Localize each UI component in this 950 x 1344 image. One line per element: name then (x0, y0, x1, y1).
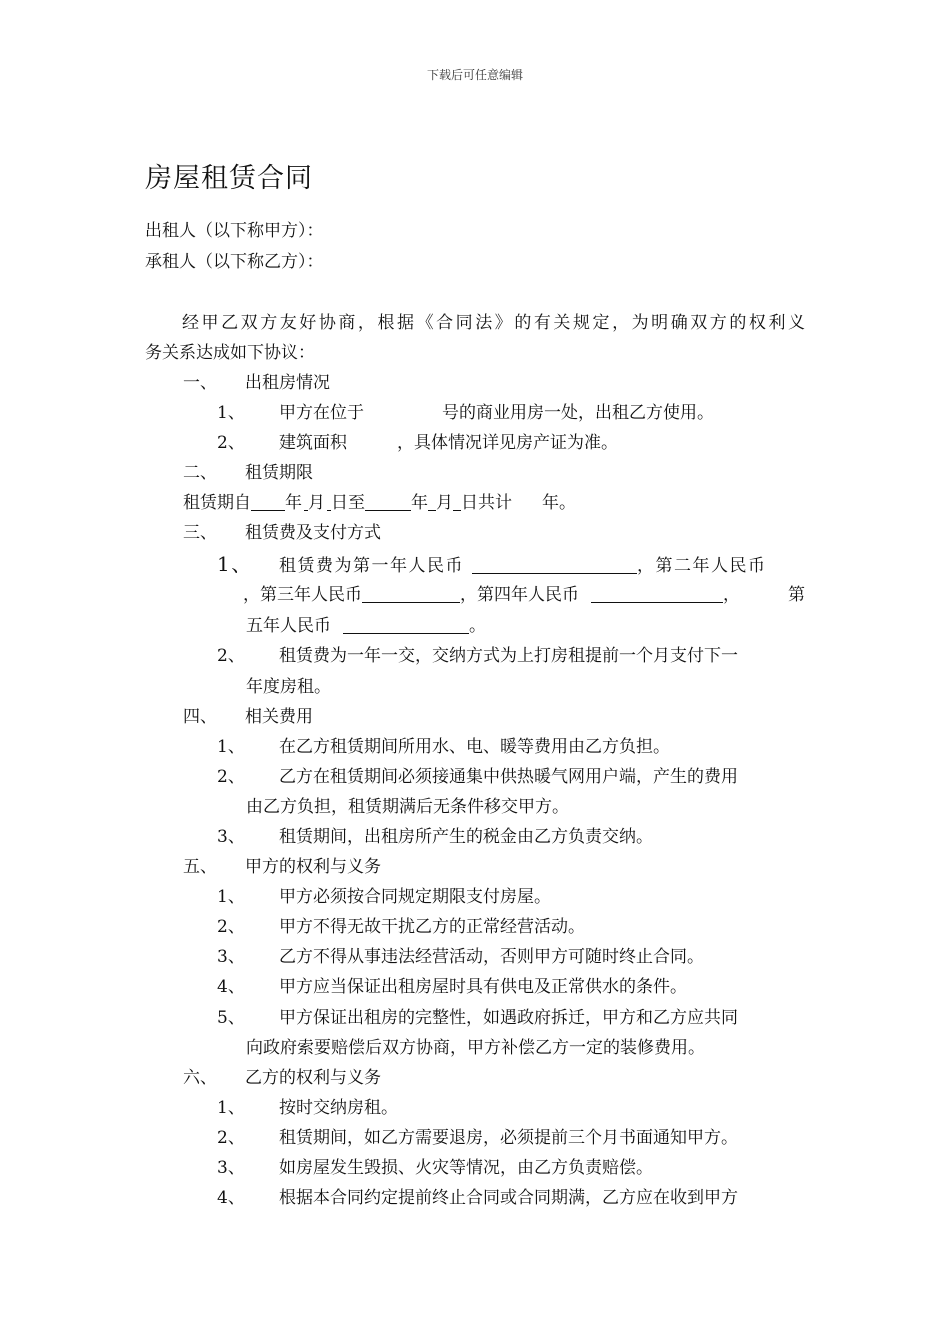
text: 日共计 (461, 493, 512, 513)
section-title: 出租房情况 (245, 373, 330, 393)
text: 年。 (542, 493, 576, 513)
section-1-heading (183, 373, 330, 393)
clause-number: 2、 (217, 646, 245, 666)
blank-line (365, 494, 411, 511)
section-4-heading (183, 707, 313, 727)
section-title: 甲方的权利与义务 (245, 857, 381, 877)
clause-6-3 (217, 1158, 653, 1178)
clause-6-1 (217, 1098, 398, 1118)
clause-number: 2、 (217, 767, 245, 787)
clause-text: 如房屋发生毁损、火灾等情况，由乙方负责赔偿。 (279, 1158, 653, 1178)
clause-text: 第 (788, 585, 805, 605)
clause-number: 1、 (217, 552, 253, 576)
section-5-heading (183, 857, 381, 877)
clause-text: 甲方应当保证出租房屋时具有供电及正常供水的条件。 (279, 977, 687, 997)
page-header: 下载后可任意编辑 (426, 68, 523, 82)
clause-number: 2、 (217, 917, 245, 937)
clause-6-2 (217, 1128, 738, 1148)
section-number: 一、 (183, 373, 217, 393)
blank-line (362, 586, 460, 603)
blank-line (472, 557, 637, 574)
blank-line (343, 617, 469, 634)
text: 年 (285, 493, 302, 513)
clause-4-2-line-1 (217, 767, 738, 787)
clause-4-3 (217, 827, 653, 847)
lease-term-line (183, 493, 576, 513)
clause-number: 1、 (217, 887, 245, 907)
clause-text: 租赁费为第一年人民币 (279, 556, 464, 576)
intro-line-2: 务关系达成如下协议： (145, 343, 315, 363)
section-title: 乙方的权利与义务 (245, 1068, 381, 1088)
section-3-heading (183, 523, 381, 543)
clause-text: 在乙方租赁期间所用水、电、暖等费用由乙方负担。 (279, 737, 670, 757)
clause-5-4 (217, 977, 687, 997)
clause-6-4 (217, 1188, 738, 1208)
text: 年 (411, 493, 428, 513)
clause-number: 3、 (217, 947, 245, 967)
clause-3-2-line-1 (217, 646, 805, 666)
clause-text: ，具体情况详见房产证为准。 (397, 433, 618, 453)
clause-3-2-line-2: 年度房租。 (246, 677, 331, 697)
section-number: 三、 (183, 523, 217, 543)
section-title: 相关费用 (245, 707, 313, 727)
document-title: 房屋租赁合同 (145, 163, 313, 194)
clause-4-2-line-2: 由乙方负担，租赁期满后无条件移交甲方。 (246, 797, 569, 817)
clause-5-1 (217, 887, 551, 907)
clause-text: 甲方保证出租房的完整性，如遇政府拆迁，甲方和乙方应共同 (279, 1008, 738, 1028)
clause-text: 甲方在位于 (279, 403, 364, 423)
clause-number: 4、 (217, 1188, 245, 1208)
text: 月 (436, 493, 453, 513)
intro-line-1: 经甲乙双方友好协商，根据《合同法》的有关规定，为明确双方的权利义 (182, 313, 805, 333)
clause-5-2 (217, 917, 585, 937)
section-number: 六、 (183, 1068, 217, 1088)
text: 月 (308, 493, 325, 513)
clause-5-5-line-2: 向政府索要赔偿后双方协商，甲方补偿乙方一定的装修费用。 (246, 1038, 705, 1058)
blank-line (251, 494, 285, 511)
clause-text: 五年人民币 (246, 616, 331, 636)
clause-number: 2、 (217, 1128, 245, 1148)
clause-text: 乙方在租赁期间必须接通集中供热暖气网用户端，产生的费用 (279, 767, 738, 787)
section-number: 四、 (183, 707, 217, 727)
clause-text: ，第三年人民币 (243, 585, 362, 605)
clause-text: 号的商业用房一处，出租乙方使用。 (442, 403, 714, 423)
clause-text: 。 (469, 616, 486, 636)
section-title: 租赁费及支付方式 (245, 523, 381, 543)
clause-text: ，第四年人民币 (460, 585, 579, 605)
clause-number: 1、 (217, 1098, 245, 1118)
clause-number: 2、 (217, 433, 245, 453)
clause-text: ，第二年人民币 (637, 556, 767, 576)
clause-text: 租赁期间，出租房所产生的税金由乙方负责交纳。 (279, 827, 653, 847)
clause-text: 根据本合同约定提前终止合同或合同期满，乙方应在收到甲方 (279, 1188, 738, 1208)
blank-line (453, 494, 461, 511)
blank-line (591, 586, 723, 603)
blank-line (428, 494, 436, 511)
clause-1-2 (217, 433, 618, 453)
clause-text: ， (723, 585, 740, 605)
section-title: 租赁期限 (245, 463, 313, 483)
lessor-line: 出租人（以下称甲方）： (145, 221, 324, 241)
clause-text: 甲方必须按合同规定期限支付房屋。 (279, 887, 551, 907)
section-number: 五、 (183, 857, 217, 877)
text: 租赁期自 (183, 493, 251, 513)
text: 日至 (331, 493, 365, 513)
clause-3-1-line-1 (217, 554, 805, 576)
clause-text: 乙方不得从事违法经营活动，否则甲方可随时终止合同。 (279, 947, 704, 967)
clause-text: 租赁期间，如乙方需要退房，必须提前三个月书面通知甲方。 (279, 1128, 738, 1148)
clause-number: 4、 (217, 977, 245, 997)
section-6-heading (183, 1068, 381, 1088)
clause-5-5-line-1 (217, 1008, 738, 1028)
section-number: 二、 (183, 463, 217, 483)
clause-text: 建筑面积 (279, 433, 347, 453)
clause-number: 3、 (217, 1158, 245, 1178)
clause-1-1 (217, 403, 714, 423)
clause-number: 5、 (217, 1008, 245, 1028)
clause-4-1 (217, 737, 670, 757)
clause-number: 1、 (217, 737, 245, 757)
clause-3-1-line-2 (243, 585, 805, 605)
clause-number: 3、 (217, 827, 245, 847)
clause-5-3 (217, 947, 704, 967)
clause-number: 1、 (217, 403, 245, 423)
section-2-heading (183, 463, 313, 483)
clause-text: 租赁费为一年一交，交纳方式为上打房租提前一个月支付下一 (279, 646, 738, 666)
lessee-line: 承租人（以下称乙方）： (145, 252, 324, 272)
clause-3-1-line-3 (246, 616, 486, 636)
clause-text: 甲方不得无故干扰乙方的正常经营活动。 (279, 917, 585, 937)
clause-text: 按时交纳房租。 (279, 1098, 398, 1118)
